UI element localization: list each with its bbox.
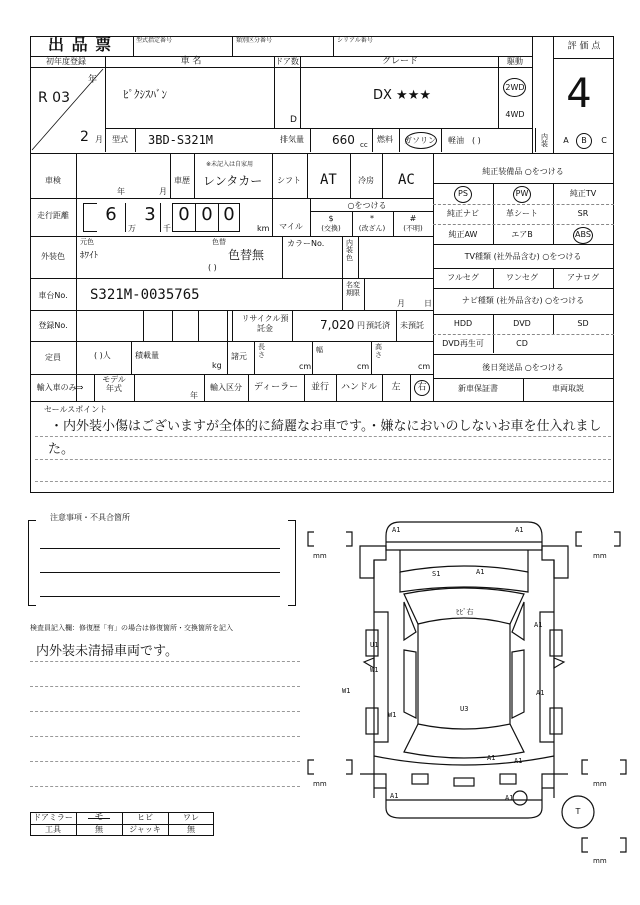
- chassis-label: 車台No.: [38, 291, 68, 300]
- equip-tool-value: 無: [95, 825, 103, 834]
- color-no-label: カラーNo.: [287, 239, 325, 248]
- year-unit: 年: [88, 75, 98, 85]
- width-cm: cm: [357, 362, 370, 371]
- shaken-month-unit: 月: [159, 187, 167, 196]
- category-number-label: 類別区分番号: [236, 37, 273, 44]
- opt-abs: ABS: [575, 230, 591, 239]
- damage-hibi-windshield: ﾋﾋﾞ右: [456, 608, 474, 616]
- mm-unit-5: mm: [593, 857, 607, 865]
- name-change-label: 名変期限: [346, 281, 360, 297]
- interior-a: A: [563, 136, 569, 145]
- after-warranty: 新車保証書: [458, 384, 498, 393]
- model-year-label: モデル年式: [102, 375, 126, 393]
- recycle-label: リサイクル預託金: [241, 314, 289, 333]
- model-designation-label: 型式指定番号: [136, 37, 173, 44]
- drive-2wd: 2WD: [505, 83, 525, 92]
- damage-a1-rear-right: A1: [505, 794, 514, 802]
- mileage-opt-1-sub: (交換): [321, 224, 341, 233]
- damage-a1-rear-b: A1: [514, 757, 523, 765]
- damage-a1-right-door: A1: [534, 621, 543, 629]
- spare-tire-label: T: [575, 807, 581, 816]
- equip-tool-label: 工具: [45, 825, 61, 834]
- handle-label: ハンドル: [340, 382, 378, 393]
- deposit-not-done: 未預託: [400, 321, 424, 330]
- model-label: 型式: [112, 135, 128, 144]
- mileage-digit-1: 6: [105, 204, 117, 225]
- equip-jack-value: 無: [187, 825, 195, 834]
- history-value: レンタカー: [203, 174, 263, 188]
- damage-u1-left: U1: [370, 641, 379, 649]
- shaken-label: 車検: [45, 176, 61, 185]
- history-note: ※未記入は自家用: [206, 161, 254, 168]
- mileage-label: 走行距離: [37, 211, 69, 220]
- repaint-label: 色替: [212, 238, 226, 246]
- capacity-label: 定員: [45, 353, 61, 362]
- exterior-label: 外装色: [41, 252, 65, 261]
- equip-jack-label: ジャッキ: [129, 825, 161, 834]
- import-parallel: 並行: [310, 382, 330, 393]
- shaken-year-unit: 年: [117, 187, 125, 196]
- opt-sr: SR: [577, 209, 589, 218]
- mileage-circle-note: ○をつける: [347, 201, 387, 210]
- displacement-label: 排気量: [280, 135, 304, 144]
- capacity-people: ( )人: [94, 351, 111, 360]
- model-year-unit: 年: [190, 391, 198, 400]
- mileage-digit-4: 0: [201, 204, 213, 225]
- registration-label: 登録No.: [38, 321, 68, 330]
- drive-4wd: 4WD: [505, 110, 525, 119]
- displacement-value: 660: [332, 133, 355, 147]
- tv-type-title: TV種類 (社外品含む) ○をつける: [464, 252, 582, 261]
- yen-unit: 円: [357, 321, 365, 330]
- first-registration-label: 初年度登録: [46, 57, 86, 66]
- repaint-value: 色替無: [228, 248, 265, 262]
- mm-unit-3: mm: [313, 780, 327, 788]
- options-title: 純正装備品 ○をつける: [482, 167, 564, 176]
- equip-mirror-value: モ: [94, 812, 104, 823]
- length-label: 長さ: [258, 343, 265, 359]
- sales-point-line2: た。: [48, 442, 75, 457]
- equip-break-label: ワレ: [183, 813, 199, 822]
- sales-point-line1: ・内外装小傷はございますが全体的に綺麗なお車です。・嫌なにおいのしないお車を仕入れまし: [50, 419, 602, 434]
- mileage-opt-1: $: [328, 214, 334, 223]
- sheet-title: 出 品 票: [48, 35, 113, 54]
- name-change-month: 月: [397, 299, 405, 308]
- height-label: 高さ: [375, 343, 382, 359]
- interior-b: B: [581, 136, 587, 145]
- drive-label: 駆動: [507, 57, 523, 66]
- navi-hdd: HDD: [453, 319, 473, 328]
- model-value: 3BD-S321M: [148, 133, 214, 147]
- doors-value: D: [290, 115, 297, 125]
- navi-sd: SD: [577, 319, 589, 328]
- mileage-opt-3-sub: (不明): [403, 224, 423, 233]
- opt-pw: PW: [515, 189, 529, 198]
- after-ship-title: 後日発送品 ○をつける: [482, 363, 564, 372]
- damage-a1-rear-a: A1: [487, 754, 496, 762]
- opt-leather: 革シート: [506, 209, 538, 218]
- month-unit: 月: [95, 135, 103, 144]
- history-label: 車歴: [174, 176, 190, 185]
- notes-label: 注意事項・不具合箇所: [50, 513, 130, 522]
- damage-a1-roof: A1: [476, 568, 485, 576]
- damage-a1-front-right: A1: [515, 526, 524, 534]
- navi-type-title: ナビ種類 (社外品含む) ○をつける: [461, 296, 585, 305]
- score-label: 評 価 点: [567, 41, 601, 52]
- damage-a1-rear-left: A1: [390, 792, 399, 800]
- km-unit: km: [257, 224, 270, 233]
- opt-navi: 純正ナビ: [447, 209, 479, 218]
- navi-dvd: DVD: [513, 319, 531, 328]
- sales-point-label: セールスポイント: [44, 405, 108, 414]
- fuel-gasoline: ガソリン: [404, 136, 436, 145]
- grade-label: グレード: [381, 56, 419, 67]
- fuel-diesel: 軽油: [448, 136, 464, 145]
- sen-unit: 千: [163, 224, 171, 233]
- interior-color-label: 内装色: [346, 239, 353, 262]
- navi-cd: CD: [516, 339, 528, 348]
- damage-w1-left-sill: W1: [342, 687, 351, 695]
- name-change-day: 日: [424, 299, 432, 308]
- evaluation-score: 4: [566, 71, 592, 117]
- opt-airbag: エアB: [511, 230, 533, 239]
- width-label: 幅: [316, 346, 323, 354]
- mm-unit-4: mm: [593, 780, 607, 788]
- grade-value: DX ★★★: [373, 88, 432, 103]
- equip-crack-label: ヒビ: [137, 813, 153, 822]
- load-label: 積載量: [135, 351, 159, 360]
- damage-a1-front-left: A1: [392, 526, 401, 534]
- height-cm: cm: [418, 362, 431, 371]
- damage-a1-right-rear: A1: [536, 689, 545, 697]
- length-cm: cm: [299, 362, 312, 371]
- doors-label: ドア数: [275, 57, 299, 66]
- shift-value: AT: [320, 172, 337, 188]
- mileage-opt-2-sub: (改ざん): [358, 224, 386, 233]
- opt-ps: PS: [458, 189, 468, 198]
- serial-number-label: シリアル番号: [337, 37, 373, 44]
- interior-label: 内装: [540, 133, 549, 147]
- car-name-value: ﾋﾟｸｼｽﾊﾞﾝ: [123, 88, 167, 101]
- mileage-box-1: [83, 203, 97, 232]
- chassis-number: S321M-0035765: [90, 287, 200, 303]
- recycle-amount: 7,020: [320, 318, 355, 332]
- original-color-label: 元色: [80, 238, 94, 246]
- import-dealer: ディーラー: [253, 382, 299, 393]
- tv-analog: アナログ: [567, 273, 599, 282]
- fuel-label: 燃料: [377, 135, 393, 144]
- registration-era-year: R 03: [38, 90, 70, 106]
- mm-unit-2: mm: [593, 552, 607, 560]
- dims-label: 諸元: [231, 352, 247, 361]
- original-color-value: ﾎﾜｲﾄ: [80, 251, 99, 261]
- cc-unit: cc: [360, 141, 368, 149]
- opt-tv: 純正TV: [569, 189, 597, 198]
- fuel-other-paren: ( ): [472, 136, 481, 145]
- opt-aw: 純正AW: [448, 230, 478, 239]
- ac-value: AC: [398, 172, 415, 188]
- mileage-digit-3: 0: [178, 204, 190, 225]
- mileage-opt-3: #: [409, 214, 417, 223]
- inspector-note-value: 内外装未清掃車両です。: [36, 644, 178, 659]
- damage-w1-left-door: W1: [370, 666, 379, 674]
- import-class-label: 輸入区分: [210, 383, 242, 392]
- deposit-done: 預託済: [366, 321, 390, 330]
- import-label: 輸入車のみ⇒: [36, 383, 84, 392]
- handle-left: 左: [391, 382, 401, 393]
- inspector-note-label: 検査員記入欄：修復歴「有」の場合は修復箇所・交換箇所を記入: [30, 624, 233, 632]
- mileage-opt-2: *: [370, 214, 374, 223]
- tv-full: フルセグ: [447, 273, 479, 282]
- mile-label: マイル: [279, 222, 303, 231]
- ac-label: 冷房: [358, 176, 374, 185]
- mileage-digit-2: 3: [144, 204, 156, 225]
- equip-mirror-label: ドアミラー: [33, 813, 73, 822]
- tv-one: ワンセグ: [506, 273, 538, 282]
- repaint-paren: ( ): [208, 263, 217, 272]
- navi-dvd-play: DVD再生可: [442, 339, 484, 348]
- mm-unit-1: mm: [313, 552, 327, 560]
- handle-right: 右: [417, 382, 427, 393]
- man-unit: 万: [128, 224, 136, 233]
- after-manual: 車両取説: [552, 384, 584, 393]
- load-kg: kg: [212, 361, 222, 370]
- shift-label: シフト: [277, 176, 301, 185]
- mileage-digit-5: 0: [223, 204, 235, 225]
- damage-s1-roof: S1: [432, 570, 441, 578]
- car-condition-diagram: [300, 512, 640, 867]
- interior-c: C: [601, 136, 607, 145]
- damage-u3-roof-rear: U3: [460, 705, 469, 713]
- registration-month: 2: [80, 129, 89, 145]
- notes-bracket: [28, 520, 296, 605]
- damage-w1-left-rear: W1: [388, 711, 397, 719]
- car-name-label: 車 名: [180, 56, 202, 67]
